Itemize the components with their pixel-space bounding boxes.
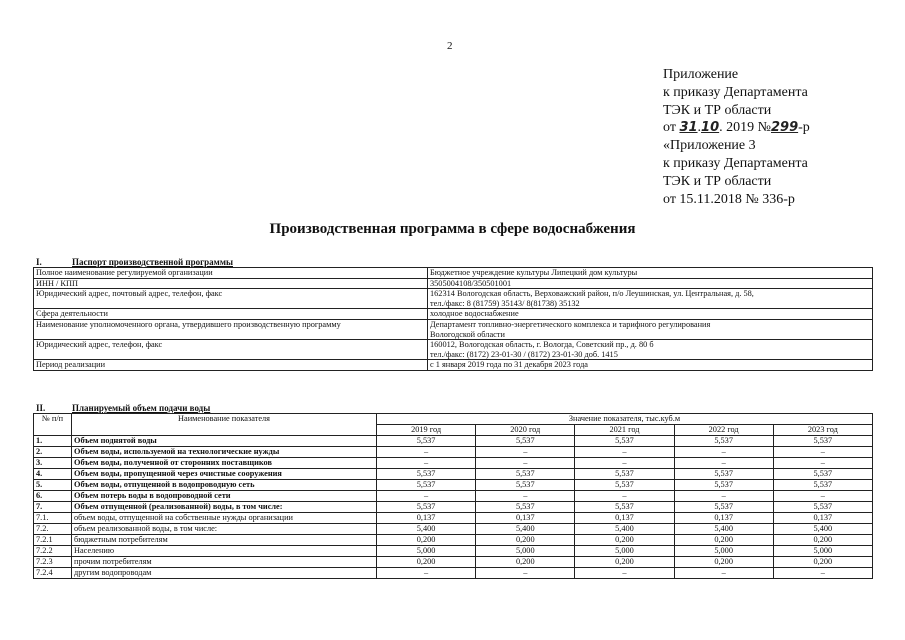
- passport-value: [428, 278, 873, 289]
- row-value: –: [377, 447, 476, 458]
- row-value: –: [674, 491, 773, 502]
- row-number: 7.2.3: [34, 557, 72, 568]
- passport-key: Юридический адрес, телефон, факс: [34, 340, 428, 360]
- row-number: 7.2.4: [34, 568, 72, 579]
- passport-key: Период реализации: [34, 360, 428, 371]
- table-row: [34, 480, 873, 491]
- section-number: I.: [36, 257, 42, 267]
- table-row: [34, 340, 873, 360]
- passport-key: Юридический адрес, почтовый адрес, телефон, факс: [34, 289, 428, 309]
- header-year: 2023 год: [773, 425, 872, 436]
- row-name: Объем воды, пропущенной через очистные сооружения: [72, 469, 377, 480]
- row-value: 5,537: [575, 469, 674, 480]
- passport-value-line: 162314 Вологодская область, Верховажский район, п/о Леушинская, ул. Центральная, д. 58,: [430, 289, 754, 299]
- table-row: [34, 289, 873, 309]
- table-row: [34, 513, 873, 524]
- row-value: 5,537: [377, 480, 476, 491]
- header-name: Наименование показателя: [72, 414, 377, 436]
- table-row: [34, 278, 873, 289]
- row-value: 5,400: [476, 524, 575, 535]
- row-value: 0,200: [674, 557, 773, 568]
- table-row: [34, 309, 873, 320]
- row-value: –: [773, 491, 872, 502]
- row-number: 4.: [34, 469, 72, 480]
- appendix-date-line: от 31.10. 2019 №299-р: [663, 120, 810, 136]
- row-value: –: [575, 447, 674, 458]
- section-heading: [36, 403, 210, 413]
- passport-key: ИНН / КПП: [34, 278, 428, 289]
- row-value: 5,537: [476, 436, 575, 447]
- row-name: Объем поднятой воды: [72, 436, 377, 447]
- row-value: 5,537: [575, 480, 674, 491]
- row-value: 5,537: [773, 469, 872, 480]
- row-number: 2.: [34, 447, 72, 458]
- appendix-line: Приложение: [663, 67, 739, 82]
- passport-value-line: 3505004108/350501001: [430, 278, 512, 288]
- row-value: 5,000: [773, 546, 872, 557]
- passport-table: [33, 267, 873, 371]
- row-value: 5,537: [674, 480, 773, 491]
- row-value: 5,400: [674, 524, 773, 535]
- date-prefix: от: [663, 120, 676, 136]
- date-year: 2019 №: [726, 120, 771, 136]
- row-value: 5,000: [377, 546, 476, 557]
- row-value: –: [575, 491, 674, 502]
- handwritten-month: 10: [701, 120, 720, 136]
- appendix-line: ТЭК и ТР области: [663, 173, 772, 189]
- row-value: 5,400: [773, 524, 872, 535]
- row-value: 5,537: [377, 469, 476, 480]
- row-value: 0,200: [575, 535, 674, 546]
- row-name: Населению: [72, 546, 377, 557]
- section-heading: [36, 257, 233, 267]
- row-value: 0,200: [476, 557, 575, 568]
- row-number: 1.: [34, 436, 72, 447]
- row-value: –: [377, 491, 476, 502]
- row-value: 0,200: [377, 557, 476, 568]
- header-value: Значение показателя, тыс.куб.м: [377, 414, 873, 425]
- row-value: –: [476, 447, 575, 458]
- header-year: 2020 год: [476, 425, 575, 436]
- row-value: –: [674, 458, 773, 469]
- row-value: 0,200: [575, 557, 674, 568]
- row-value: 5,537: [377, 502, 476, 513]
- row-value: 5,537: [377, 436, 476, 447]
- row-name: другим водопроводам: [72, 568, 377, 579]
- table-header-row: [34, 414, 873, 425]
- row-number: 7.2.: [34, 524, 72, 535]
- row-value: –: [773, 447, 872, 458]
- header-year: 2021 год: [575, 425, 674, 436]
- table-row: [34, 458, 873, 469]
- table-row: [34, 546, 873, 557]
- table-row: [34, 268, 873, 279]
- table-row: [34, 360, 873, 371]
- passport-value-line: Вологодской области: [430, 329, 505, 339]
- row-value: 5,000: [476, 546, 575, 557]
- row-value: 0,137: [575, 513, 674, 524]
- appendix-line: к приказу Департамента: [663, 155, 808, 171]
- section-number: II.: [36, 403, 46, 413]
- passport-value-line: холодное водоснабжение: [430, 309, 519, 319]
- passport-value-line: Департамент топливно-энергетического комплекса и тарифного регулирования: [430, 319, 711, 329]
- row-value: 0,137: [674, 513, 773, 524]
- passport-value: [428, 289, 873, 309]
- row-value: 5,537: [773, 436, 872, 447]
- handwritten-number: 299: [770, 120, 799, 136]
- row-value: 5,537: [773, 480, 872, 491]
- row-value: 5,537: [674, 436, 773, 447]
- row-value: 5,400: [575, 524, 674, 535]
- row-value: –: [575, 458, 674, 469]
- table-row: [34, 319, 873, 339]
- date-suffix: -р: [798, 120, 810, 136]
- row-number: 3.: [34, 458, 72, 469]
- row-value: 0,200: [476, 535, 575, 546]
- row-value: –: [575, 568, 674, 579]
- row-value: 5,000: [674, 546, 773, 557]
- table-row: [34, 568, 873, 579]
- row-value: –: [476, 568, 575, 579]
- table-row: [34, 447, 873, 458]
- row-number: 7.1.: [34, 513, 72, 524]
- row-value: 0,137: [476, 513, 575, 524]
- page-number: 2: [447, 40, 453, 52]
- passport-value-line: тел./факс: (8172) 23-01-30 / (8172) 23-01-30 доб. 1415: [430, 349, 618, 359]
- passport-value-line: Бюджетное учреждение культуры Липецкий дом культуры: [430, 268, 638, 277]
- row-value: 5,537: [773, 502, 872, 513]
- row-name: прочим потребителям: [72, 557, 377, 568]
- row-name: бюджетным потребителям: [72, 535, 377, 546]
- row-value: –: [476, 458, 575, 469]
- header-num: № п/п: [34, 414, 72, 436]
- document-title: Производственная программа в сфере водоснабжения: [269, 221, 636, 237]
- row-value: –: [377, 568, 476, 579]
- row-value: 5,400: [377, 524, 476, 535]
- row-name: объем воды, отпущенной на собственные нужды организации: [72, 513, 377, 524]
- appendix-line: к приказу Департамента: [663, 84, 808, 100]
- row-value: 5,537: [674, 469, 773, 480]
- row-name: Объем воды, полученной от сторонних поставщиков: [72, 458, 377, 469]
- row-name: объем реализованной воды, в том числе:: [72, 524, 377, 535]
- row-value: –: [674, 568, 773, 579]
- passport-key: Наименование уполномоченного органа, утвердившего производственную программу: [34, 319, 428, 339]
- water-volume-table: [33, 413, 873, 579]
- row-number: 7.2.2: [34, 546, 72, 557]
- row-value: –: [476, 491, 575, 502]
- table-row: [34, 524, 873, 535]
- row-value: 5,537: [476, 480, 575, 491]
- appendix-line: «Приложение 3: [663, 138, 756, 154]
- table-row: [34, 469, 873, 480]
- row-number: 5.: [34, 480, 72, 491]
- row-value: –: [773, 458, 872, 469]
- row-value: 5,537: [674, 502, 773, 513]
- row-value: 0,200: [773, 557, 872, 568]
- passport-value: [428, 360, 873, 371]
- passport-key: Полное наименование регулируемой организации: [34, 268, 428, 279]
- row-name: Объем воды, отпущенной в водопроводную сеть: [72, 480, 377, 491]
- section-title: Планируемый объем подачи воды: [72, 403, 211, 413]
- row-value: 5,537: [575, 502, 674, 513]
- table-row: [34, 491, 873, 502]
- appendix-block: [663, 66, 810, 208]
- row-value: 5,537: [575, 436, 674, 447]
- table-row: [34, 535, 873, 546]
- row-number: 7.: [34, 502, 72, 513]
- row-value: –: [773, 568, 872, 579]
- passport-value: [428, 309, 873, 320]
- passport-value: [428, 340, 873, 360]
- row-value: 5,537: [476, 469, 575, 480]
- row-value: 0,200: [773, 535, 872, 546]
- table-row: [34, 502, 873, 513]
- row-number: 7.2.1: [34, 535, 72, 546]
- row-name: Объем отпущенной (реализованной) воды, в том числе:: [72, 502, 377, 513]
- row-value: –: [674, 447, 773, 458]
- passport-value: [428, 268, 873, 279]
- handwritten-day: 31: [679, 120, 698, 136]
- row-value: 0,200: [674, 535, 773, 546]
- passport-key: Сфера деятельности: [34, 309, 428, 320]
- row-value: 0,200: [377, 535, 476, 546]
- passport-value-line: тел./факс: 8 (81759) 35143/ 8(81738) 35132: [430, 298, 580, 308]
- header-year: 2022 год: [674, 425, 773, 436]
- row-name: Объем воды, используемой на технологические нужды: [72, 447, 377, 458]
- passport-value: [428, 319, 873, 339]
- header-year: 2019 год: [377, 425, 476, 436]
- row-value: 0,137: [773, 513, 872, 524]
- row-value: 5,537: [476, 502, 575, 513]
- section-title: Паспорт производственной программы: [72, 257, 233, 267]
- appendix-line: ТЭК и ТР области: [663, 102, 772, 118]
- passport-value-line: 160012, Вологодская область, г. Вологда, Советский пр., д. 80 б: [430, 340, 654, 350]
- row-name: Объем потерь воды в водопроводной сети: [72, 491, 377, 502]
- row-value: –: [377, 458, 476, 469]
- row-value: 5,000: [575, 546, 674, 557]
- row-number: 6.: [34, 491, 72, 502]
- table-row: [34, 557, 873, 568]
- row-value: 0,137: [377, 513, 476, 524]
- appendix-line: от 15.11.2018 № 336-р: [663, 191, 795, 207]
- table-row: [34, 436, 873, 447]
- passport-value-line: с 1 января 2019 года по 31 декабря 2023 года: [430, 360, 588, 370]
